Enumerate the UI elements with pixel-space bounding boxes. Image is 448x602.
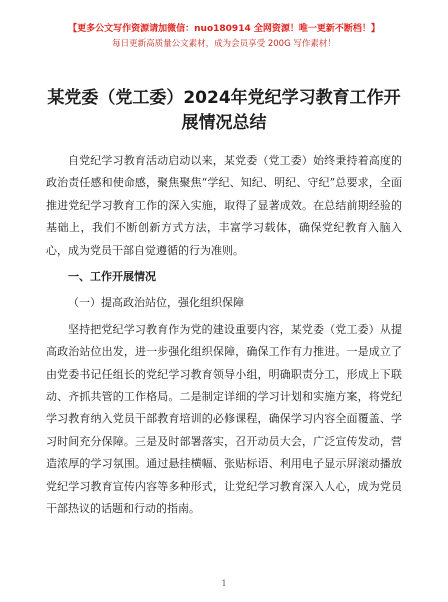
promo-line-2: 每日更新高质量公文素材，成为会员享受 200G 写作素材！ bbox=[112, 39, 336, 49]
body-paragraph: 坚持把党纪学习教育作为党的建设重要内容，某党委（党工委）从提高政治站位出发，进一步强化组织保障，确保工作有力推进。一是成立了由党委书记任组长的党纪学习教育领导小组，明确职责分工，形成上下联动、齐抓共管的工作格局。二是制定详细的学习计划和实施方案，将党纪学习教育纳入党员干部教育培训的必修课程，确保学习内容全面覆盖、学习时间充分保障。三是及时部署落实，召开动员大会，广泛宣传发动，营造浓厚的学习氛围。通过悬挂横幅、张贴标语、利用电子显示屏滚动播放党纪学习教育宣传内容等多种形式，让党纪学习教育深入人心，成为党员干部热议的话题和行动的指南。 bbox=[46, 322, 402, 516]
promo-banner bbox=[46, 22, 402, 52]
subsection-heading: （一）提高政治站位，强化组织保障 bbox=[68, 296, 244, 310]
promo-line-1: 【更多公文写作资源请加微信：nuo180914 全网资源！唯一更新不断档！】 bbox=[68, 24, 380, 34]
document-title: 某党委（党工委）2024年党纪学习教育工作开展情况总结 bbox=[47, 88, 401, 133]
page-number: 1 bbox=[221, 579, 227, 588]
intro-paragraph: 自党纪学习教育活动启动以来，某党委（党工委）始终秉持着高度的政治责任感和使命感，聚焦聚焦“学纪、知纪、明纪、守纪”总要求，全面推进党纪学习教育工作的深入实施，取得了显著成效。在总结前期经验的基础上，我们不断创新方式方法，丰富学习载体，确保党纪教育入脑入心，成为党员干部自觉遵循的行为准则。 bbox=[46, 154, 402, 257]
section-heading: 一、工作开展情况 bbox=[68, 270, 156, 284]
document-page bbox=[0, 22, 448, 602]
